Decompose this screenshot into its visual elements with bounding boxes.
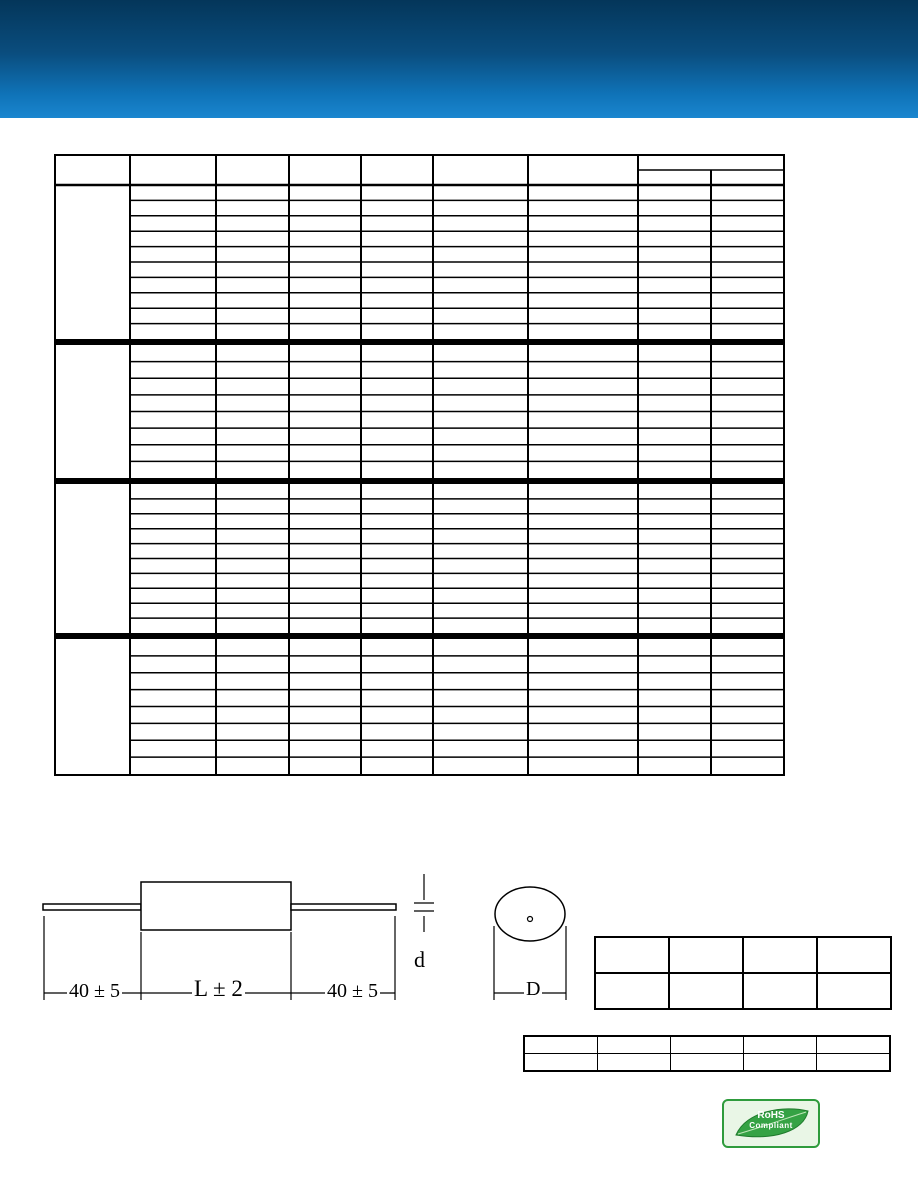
right-lead [291, 904, 396, 910]
table-row [524, 1054, 890, 1072]
left-lead [43, 904, 141, 910]
table-cell [595, 973, 669, 1009]
body-diameter-label: D [526, 978, 541, 1000]
capacitor-body [141, 882, 291, 930]
table-cell [671, 1054, 744, 1072]
table-row [595, 973, 891, 1009]
table-cell [671, 1036, 744, 1054]
table-cell [598, 1054, 671, 1072]
spec-table-grid [56, 156, 787, 778]
size-table [594, 936, 892, 1010]
rohs-logo-text: RoHS [757, 1110, 785, 1121]
table-cell [817, 973, 891, 1009]
body-length-label: L ± 2 [194, 976, 243, 1001]
group-separator-band [56, 633, 783, 639]
table-cell [598, 1036, 671, 1054]
compliant-logo-text: Compliant [749, 1121, 793, 1130]
rohs-compliant-logo [722, 1099, 820, 1148]
table-row [524, 1036, 890, 1054]
table-cell [744, 1036, 817, 1054]
group-separator-band [56, 478, 783, 484]
table-cell [817, 1054, 891, 1072]
small-table [523, 1035, 891, 1072]
table-cell [524, 1054, 598, 1072]
lead-length-right-label: 40 ± 5 [327, 980, 378, 1002]
spec-table [54, 154, 785, 776]
table-cell [524, 1036, 598, 1054]
table-cell [817, 1036, 891, 1054]
header-banner [0, 0, 918, 118]
table-cell [744, 1054, 817, 1072]
table-cell [743, 937, 817, 973]
table-cell [743, 973, 817, 1009]
table-row [595, 937, 891, 973]
end-view-circle [495, 887, 565, 941]
group-separator-band [56, 339, 783, 345]
table-cell [595, 937, 669, 973]
lead-length-left-label: 40 ± 5 [69, 980, 120, 1002]
table-cell [669, 937, 743, 973]
table-cell [669, 973, 743, 1009]
dimension-drawing [40, 866, 580, 1011]
table-cell [817, 937, 891, 973]
lead-diameter-label: d [414, 947, 425, 972]
